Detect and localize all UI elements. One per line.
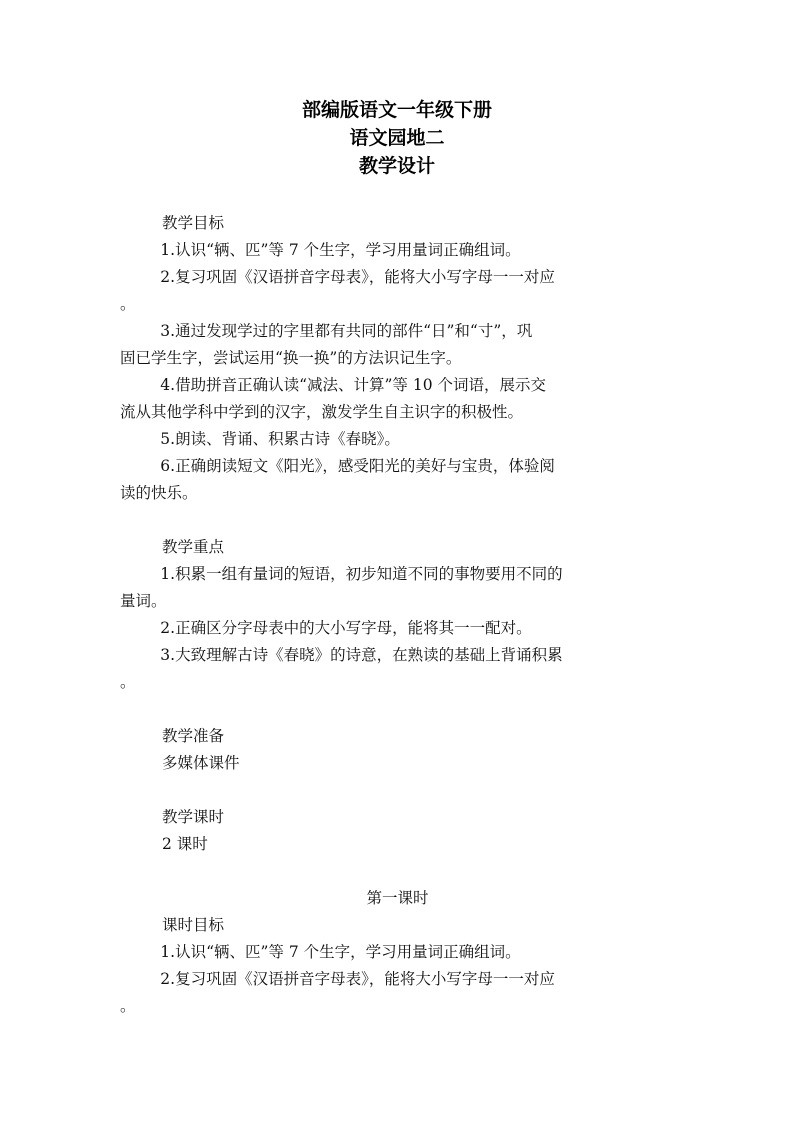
prep-heading: 教学准备 — [162, 727, 225, 745]
keypoint-item-3: 3.大致理解古诗《春晓》的诗意，在熟读的基础上背诵积累 — [160, 646, 563, 664]
title-line-1: 部编版语文一年级下册 — [301, 99, 492, 121]
section-gap — [120, 777, 675, 804]
goal-item-6: 6.正确朗读短文《阳光》，感受阳光的美好与宝贵，体验阅 — [160, 457, 555, 475]
hours-heading: 教学课时 — [162, 808, 225, 826]
lesson1-item-1: 1.认识“辆、匹”等 7 个生字，学习用量词正确组词。 — [160, 943, 521, 961]
document-body — [120, 210, 675, 1020]
prep-content: 多媒体课件 — [162, 754, 240, 772]
title-line-3: 教学设计 — [358, 155, 435, 177]
lesson1-item-2: 2.复习巩固《汉语拼音字母表》，能将大小写字母一一对应 — [160, 970, 555, 988]
goal-item-2-cont: 。 — [120, 295, 136, 313]
section-gap — [120, 507, 675, 534]
goals-heading: 教学目标 — [162, 214, 225, 232]
goal-item-2: 2.复习巩固《汉语拼音字母表》，能将大小写字母一一对应 — [160, 268, 555, 286]
keypoint-item-3-cont: 。 — [120, 673, 136, 691]
goal-item-4: 4.借助拼音正确认读“减法、计算”等 10 个词语，展示交 — [160, 376, 547, 394]
lesson1-subheading: 课时目标 — [162, 916, 225, 934]
keypoints-heading: 教学重点 — [162, 538, 225, 556]
keypoint-item-1-cont: 量词。 — [120, 592, 167, 610]
keypoint-item-1: 1.积累一组有量词的短语，初步知道不同的事物要用不同的 — [160, 565, 563, 583]
lesson1-heading: 第一课时 — [366, 889, 429, 907]
goal-item-3: 3.通过发现学过的字里都有共同的部件“日”和“寸”，巩 — [160, 322, 533, 340]
section-gap — [120, 696, 675, 723]
lesson1-item-2-cont: 。 — [120, 997, 136, 1015]
title-line-2: 语文园地二 — [349, 127, 445, 149]
keypoint-item-2: 2.正确区分字母表中的大小写字母，能将其一一配对。 — [160, 619, 532, 637]
section-gap — [120, 858, 675, 885]
goal-item-5: 5.朗读、背诵、积累古诗《春晓》。 — [160, 430, 400, 448]
hours-content: 2 课时 — [162, 835, 208, 853]
goal-item-6-cont: 读的快乐。 — [120, 484, 198, 502]
goal-item-4-cont: 流从其他学科中学到的汉字，激发学生自主识字的积极性。 — [120, 403, 524, 421]
goal-item-1: 1.认识“辆、匹”等 7 个生字，学习用量词正确组词。 — [160, 241, 521, 259]
document-title — [0, 96, 794, 180]
goal-item-3-cont: 固已学生字，尝试运用“换一换”的方法识记生字。 — [120, 349, 462, 367]
